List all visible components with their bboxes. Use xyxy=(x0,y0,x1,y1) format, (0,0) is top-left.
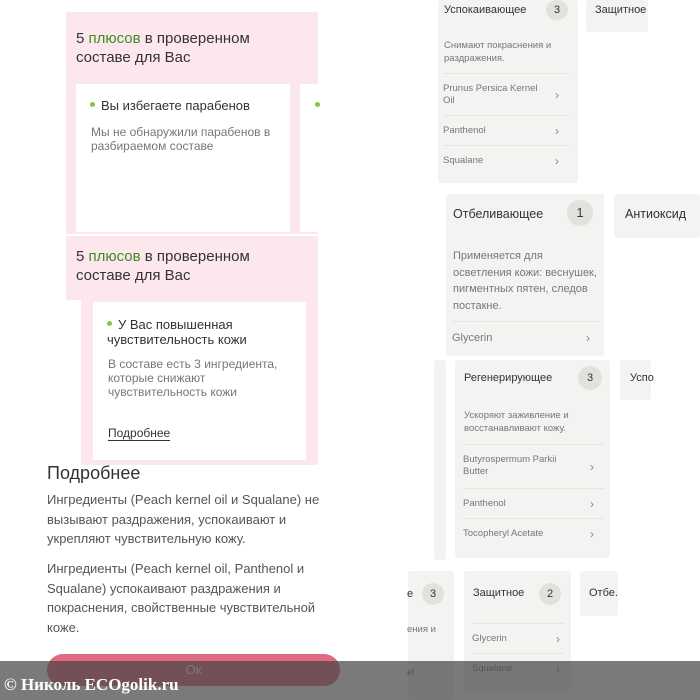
category-regenerating-title: Регенерирующее xyxy=(464,372,553,384)
category-bottom-left-peek-desc: ения и xyxy=(407,624,436,635)
details-paragraph-2: Ингредиенты (Peach kernel oil, Panthenol и Squalane) успокаивают раздражения и покраснения, свойственные чувствительной коже. xyxy=(47,561,316,635)
category-regenerating-desc: Ускоряют заживление и восстанавливают кожу. xyxy=(464,410,569,434)
category-whitening-count: 1 xyxy=(567,200,593,226)
benefit-item-sensitivity-text: В составе есть 3 ингредиента, которые снижают чувствительность кожи xyxy=(108,357,278,399)
category-protective-title: Защитное xyxy=(473,587,525,599)
category-bottom-left-peek-title: е xyxy=(407,588,414,600)
benefit-item-sensitivity-heading: У Вас повышенная чувствительность кожи xyxy=(107,317,247,347)
category-whitening-desc: Применяется для осветления кожи: веснушек, пигментных пятен, следов постакне. xyxy=(453,250,597,312)
green-dot-icon xyxy=(90,102,95,107)
benefits-card-2-title: 5 плюсов в проверенном составе для Вас xyxy=(76,248,250,284)
ingredient-row[interactable]: Glycerin › xyxy=(452,321,600,353)
category-whitening-peek-title: Отбе. xyxy=(589,587,618,599)
ingredient-row[interactable]: Tocopheryl Acetate › xyxy=(463,518,604,548)
watermark-text: © Николь ECOgolik.ru xyxy=(4,675,179,694)
ingredient-row[interactable]: Prunus Persica Kernel Oil › xyxy=(443,73,569,115)
chevron-right-icon: › xyxy=(556,631,560,646)
ingredient-row[interactable]: Panthenol › xyxy=(443,115,569,145)
benefits-card-1-title: 5 плюсов в проверенном составе для Вас xyxy=(76,30,250,66)
benefit-item-parabens-heading: Вы избегаете парабенов xyxy=(90,98,285,113)
category-protective-peek-title: Защитное xyxy=(595,4,647,16)
chevron-right-icon: › xyxy=(590,526,594,541)
chevron-right-icon: › xyxy=(555,153,559,168)
details-link[interactable]: Подробнее xyxy=(108,426,171,440)
category-card-previous-peek[interactable] xyxy=(434,360,446,560)
ingredient-row[interactable]: Panthenol › xyxy=(463,488,604,518)
category-bottom-left-peek-count: 3 xyxy=(422,583,444,605)
category-antioxidant-peek-title: Антиоксид xyxy=(625,207,687,221)
chevron-right-icon: › xyxy=(555,123,559,138)
chevron-right-icon: › xyxy=(555,87,559,102)
category-soothing-count: 3 xyxy=(546,0,568,20)
category-whitening-title: Отбеливающее xyxy=(453,207,544,221)
chevron-right-icon: › xyxy=(590,496,594,511)
details-title: Подробнее xyxy=(47,463,141,483)
benefit-item-parabens-text: Мы не обнаружили парабенов в разбираемом составе xyxy=(91,125,271,153)
category-soothing-desc: Снимают покраснения и раздражения. xyxy=(444,40,552,64)
ingredient-row[interactable]: Glycerin › xyxy=(472,623,564,653)
details-paragraph-1: Ингредиенты (Peach kernel oil и Squalane) не вызывают раздражения, успокаивают и укрепляют чувствительную кожу. xyxy=(47,492,320,546)
chevron-right-icon: › xyxy=(590,459,594,474)
category-protective-count: 2 xyxy=(539,583,561,605)
category-regenerating-count: 3 xyxy=(578,366,602,390)
ingredient-row[interactable]: Butyrospermum Parkii Butter › xyxy=(463,444,604,488)
category-soothing-peek-title: Успо xyxy=(630,372,654,384)
chevron-right-icon: › xyxy=(586,330,590,345)
green-dot-icon xyxy=(315,102,320,107)
ingredient-row[interactable]: Squalane › xyxy=(443,145,569,175)
category-soothing-title: Успокаивающее xyxy=(444,4,527,16)
green-dot-icon xyxy=(107,321,112,326)
